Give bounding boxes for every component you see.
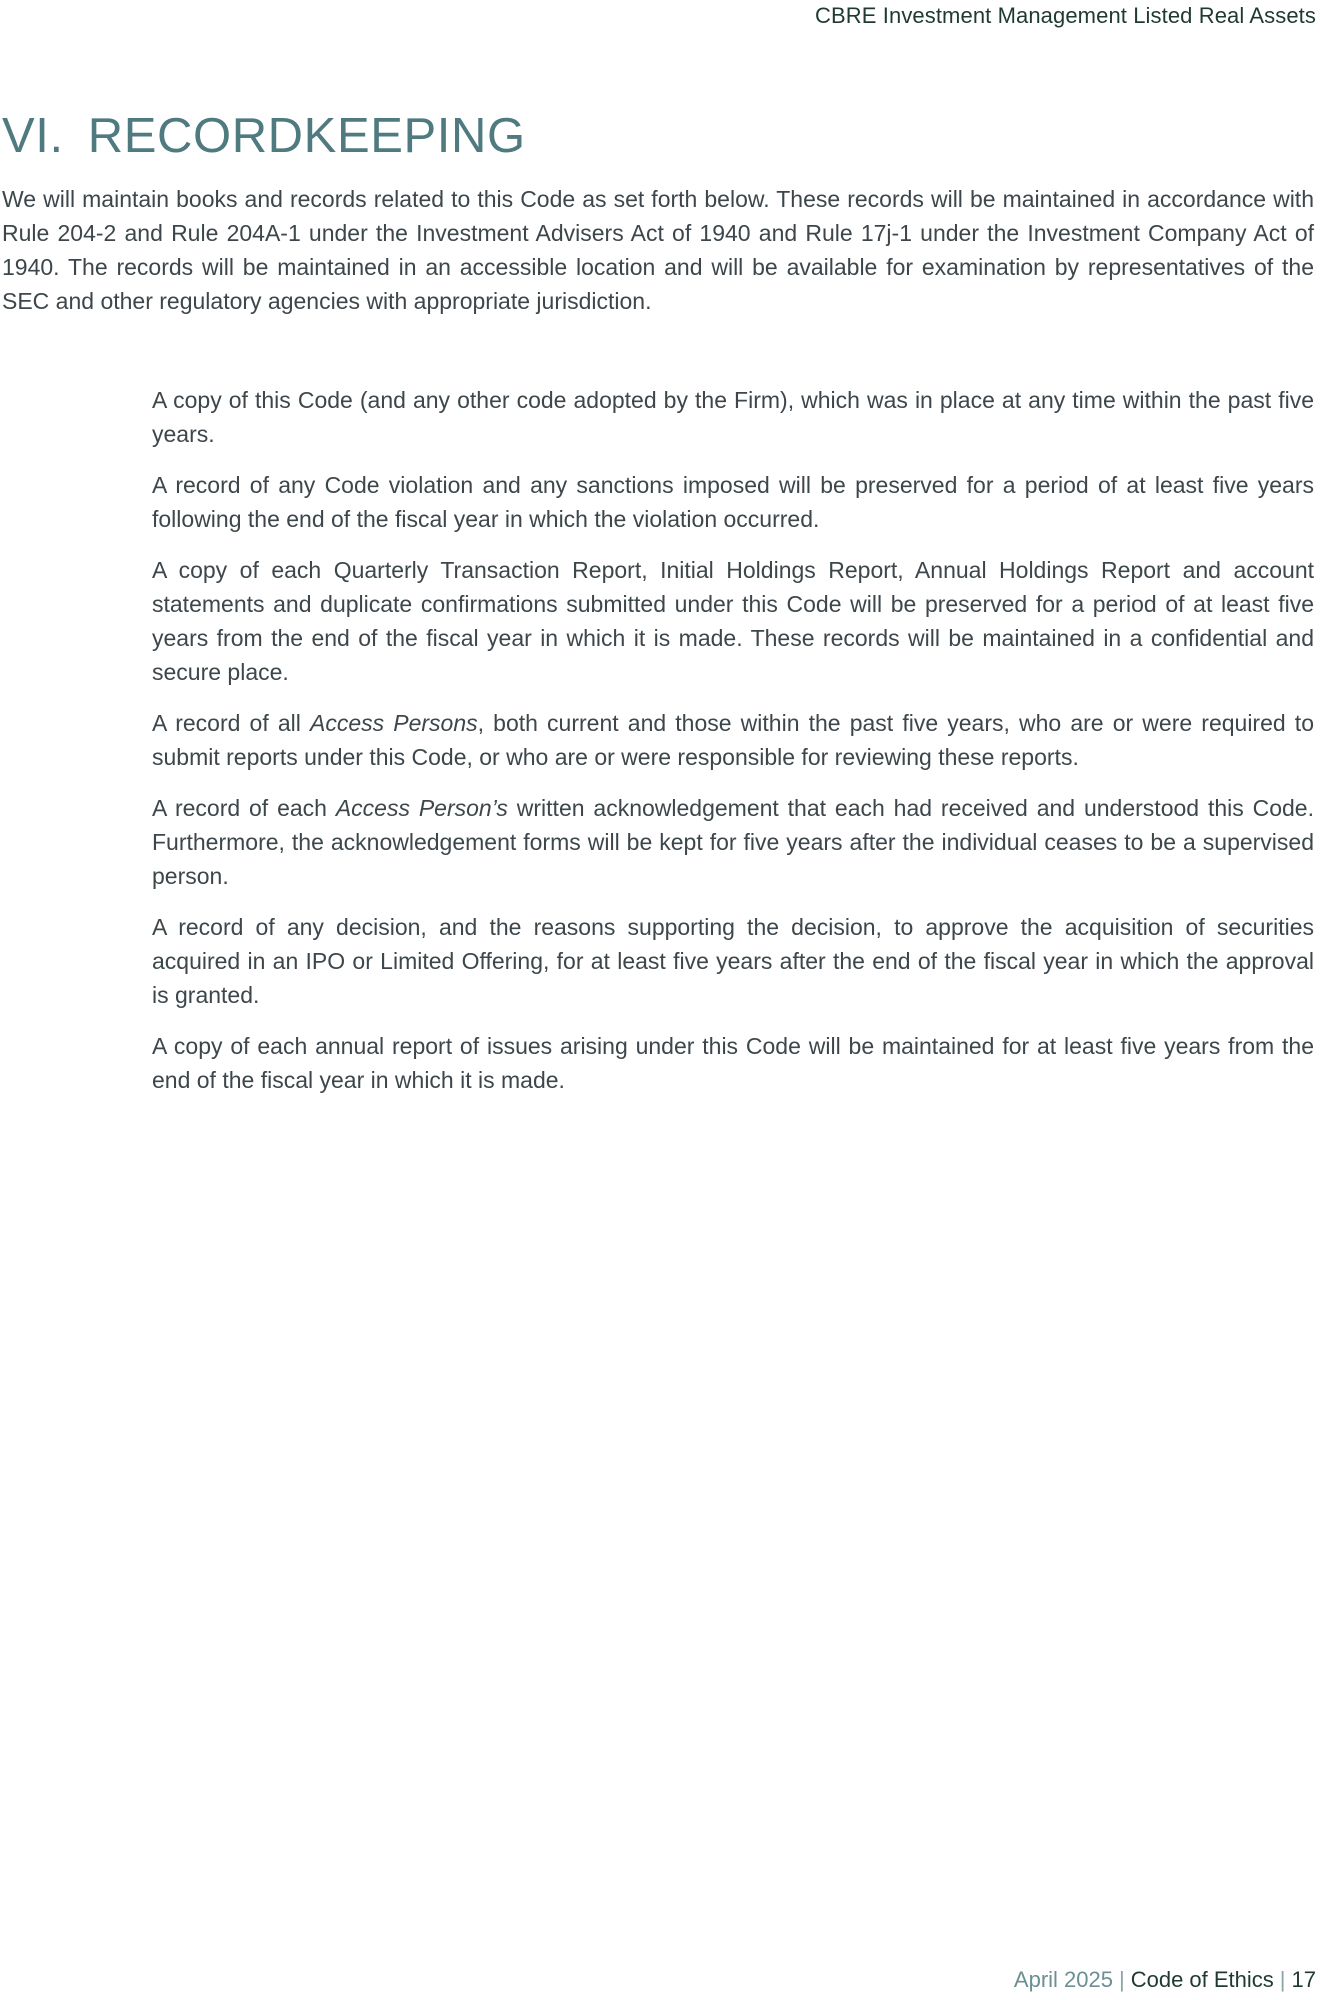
record-item — [152, 706, 1314, 774]
record-item — [152, 791, 1314, 893]
record-item: A record of any decision, and the reasons supporting the decision, to approve the acquisition of securities acquired in an IPO or Limited Offering, for at least five years after the end of the fiscal year in which the approval is granted. — [152, 914, 1314, 1008]
section-number: VI. — [2, 109, 64, 163]
footer-document-name: Code of Ethics — [1130, 1967, 1274, 1992]
page-footer — [1014, 1967, 1316, 1993]
intro-paragraph: We will maintain books and records related to this Code as set forth below. These records will be maintained in accordance with Rule 204-2 and Rule 204A-1 under the Investment Advisers Act of 1940 and Rule 17j-1 under the Investment Company Act of 1940. The records will be maintained in an accessible location and will be available for examination by representatives of the SEC and other regulatory agencies with appropriate jurisdiction. — [2, 186, 1314, 314]
record-item: A copy of each Quarterly Transaction Report, Initial Holdings Report, Annual Holdings Report and account statements and duplicate confirmations submitted under this Code will be preserved for a period of at least five years from the end of the fiscal year in which it is made. These records will be maintained in a confidential and secure place. — [152, 557, 1314, 685]
record-text: A record of each — [152, 795, 336, 821]
record-item: A record of any Code violation and any sanctions imposed will be preserved for a period of at least five years following the end of the fiscal year in which the violation occurred. — [152, 472, 1314, 532]
record-item: A copy of each annual report of issues arising under this Code will be maintained for at least five years from the end of the fiscal year in which it is made. — [152, 1033, 1314, 1093]
footer-separator: | — [1119, 1967, 1125, 1992]
footer-date: April 2025 — [1013, 1967, 1113, 1992]
footer-separator: | — [1279, 1967, 1286, 1992]
section-title-text: RECORDKEEPING — [87, 109, 526, 163]
record-text: , both current and those within the past five years, who are or were required to submit reports under this Code, or who are or were responsible for reviewing these reports. — [152, 710, 1314, 770]
records-list — [152, 383, 1314, 1114]
record-text: written acknowledgement that each had received and understood this Code. Furthermore, the acknowledgement forms will be kept for five years after the individual ceases to be a supervised person. — [152, 795, 1314, 889]
page-header-company: CBRE Investment Management Listed Real Assets — [815, 3, 1316, 28]
record-term: Access Person’s — [335, 795, 508, 821]
record-item: A copy of this Code (and any other code adopted by the Firm), which was in place at any time within the past five years. — [152, 387, 1314, 447]
record-term: Access Persons — [310, 710, 478, 736]
footer-page-number: 17 — [1291, 1967, 1316, 1992]
section-title — [2, 108, 526, 164]
record-text: A record of all — [152, 710, 310, 736]
